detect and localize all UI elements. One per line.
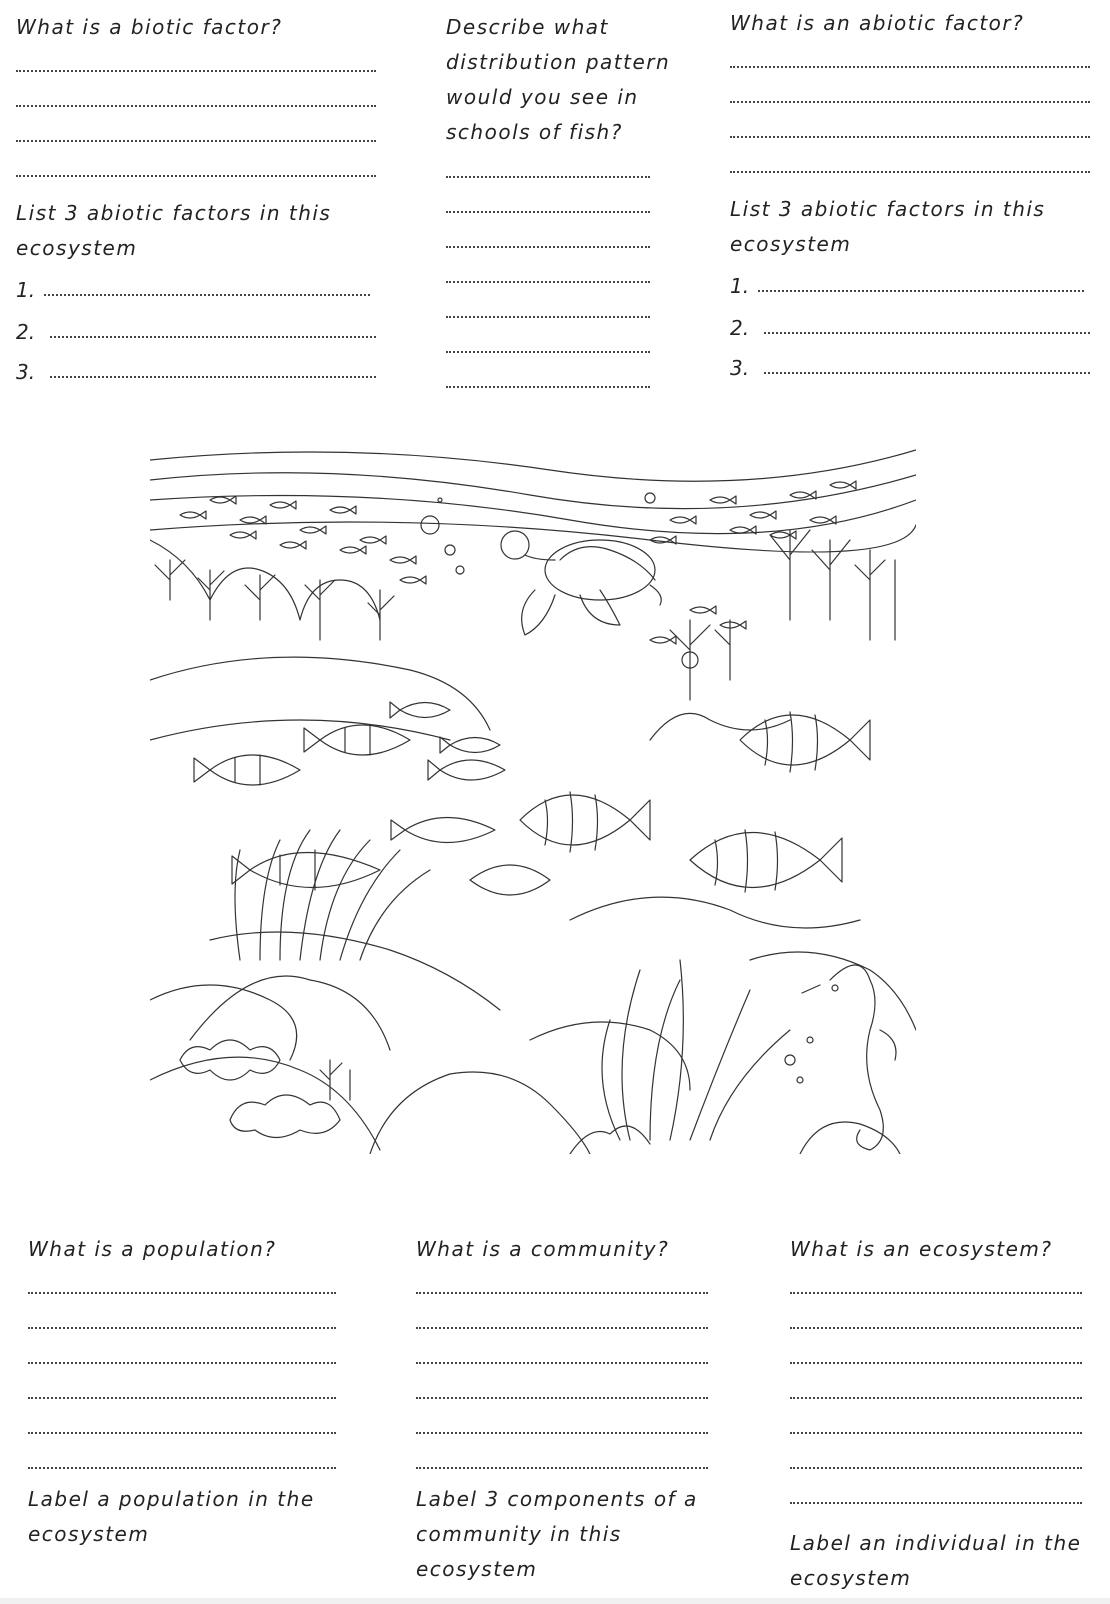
list-number-3: 3. [16, 360, 36, 384]
answer-line-1[interactable] [44, 294, 370, 296]
answer-line[interactable] [16, 140, 376, 142]
question-community: What is a community? [416, 1237, 670, 1261]
answer-line[interactable] [790, 1327, 1082, 1329]
answer-line[interactable] [790, 1362, 1082, 1364]
anemone [190, 830, 500, 1050]
answer-line[interactable] [28, 1397, 336, 1399]
answer-line[interactable] [790, 1397, 1082, 1399]
coral-reef-illustration [150, 440, 916, 1154]
list-number-1: 1. [16, 278, 36, 302]
question-population: What is a population? [28, 1237, 277, 1261]
answer-line[interactable] [16, 70, 376, 72]
angelfish-group [470, 712, 870, 895]
answer-line[interactable] [446, 176, 650, 178]
answer-line[interactable] [28, 1432, 336, 1434]
task-label-individual: Label an individual in the ecosystem [790, 1531, 1082, 1590]
answer-line[interactable] [28, 1467, 336, 1469]
question-distribution-pattern: Describe what distribution pattern would you see in schools of fish? [446, 15, 671, 144]
answer-line[interactable] [446, 351, 650, 353]
question-biotic-factor: What is a biotic factor? [16, 15, 283, 39]
answer-line[interactable] [28, 1362, 336, 1364]
answer-line[interactable] [446, 316, 650, 318]
answer-line[interactable] [416, 1432, 708, 1434]
answer-line[interactable] [730, 66, 1090, 68]
answer-line-1[interactable] [758, 290, 1084, 292]
answer-line[interactable] [730, 136, 1090, 138]
fish-school-left [180, 496, 426, 584]
answer-line[interactable] [416, 1362, 708, 1364]
answer-line[interactable] [416, 1397, 708, 1399]
answer-line[interactable] [16, 105, 376, 107]
clownfish-group [194, 702, 505, 890]
list-abiotic-prompt-left: List 3 abiotic factors in this ecosystem [16, 201, 332, 260]
answer-line[interactable] [446, 386, 650, 388]
answer-line[interactable] [790, 1292, 1082, 1294]
answer-line[interactable] [790, 1502, 1082, 1504]
answer-line[interactable] [416, 1467, 708, 1469]
list-number-2: 2. [16, 320, 36, 344]
answer-line[interactable] [16, 175, 376, 177]
list-number-1: 1. [730, 274, 750, 298]
task-label-community: Label 3 components of a community in this ecosystem [416, 1487, 698, 1581]
sea-turtle [501, 531, 661, 635]
answer-line-2[interactable] [764, 332, 1090, 334]
coral-right [650, 530, 895, 740]
answer-line[interactable] [28, 1292, 336, 1294]
list-number-3: 3. [730, 356, 750, 380]
list-number-2: 2. [730, 316, 750, 340]
answer-line[interactable] [416, 1292, 708, 1294]
answer-line-3[interactable] [764, 372, 1090, 374]
answer-line-2[interactable] [50, 336, 376, 338]
question-abiotic-factor: What is an abiotic factor? [730, 11, 1025, 35]
answer-line[interactable] [730, 101, 1090, 103]
list-abiotic-prompt-right: List 3 abiotic factors in this ecosystem [730, 197, 1046, 256]
answer-line[interactable] [446, 281, 650, 283]
answer-line-3[interactable] [50, 376, 376, 378]
task-label-population: Label a population in the ecosystem [28, 1487, 315, 1546]
answer-line[interactable] [790, 1467, 1082, 1469]
question-ecosystem: What is an ecosystem? [790, 1237, 1053, 1261]
answer-line[interactable] [446, 211, 650, 213]
answer-line[interactable] [416, 1327, 708, 1329]
answer-line[interactable] [730, 171, 1090, 173]
answer-line[interactable] [28, 1327, 336, 1329]
sea-grass [602, 960, 790, 1140]
page-bottom-edge [0, 1598, 1110, 1604]
coral-left [150, 540, 394, 640]
answer-line[interactable] [790, 1432, 1082, 1434]
answer-line[interactable] [446, 246, 650, 248]
